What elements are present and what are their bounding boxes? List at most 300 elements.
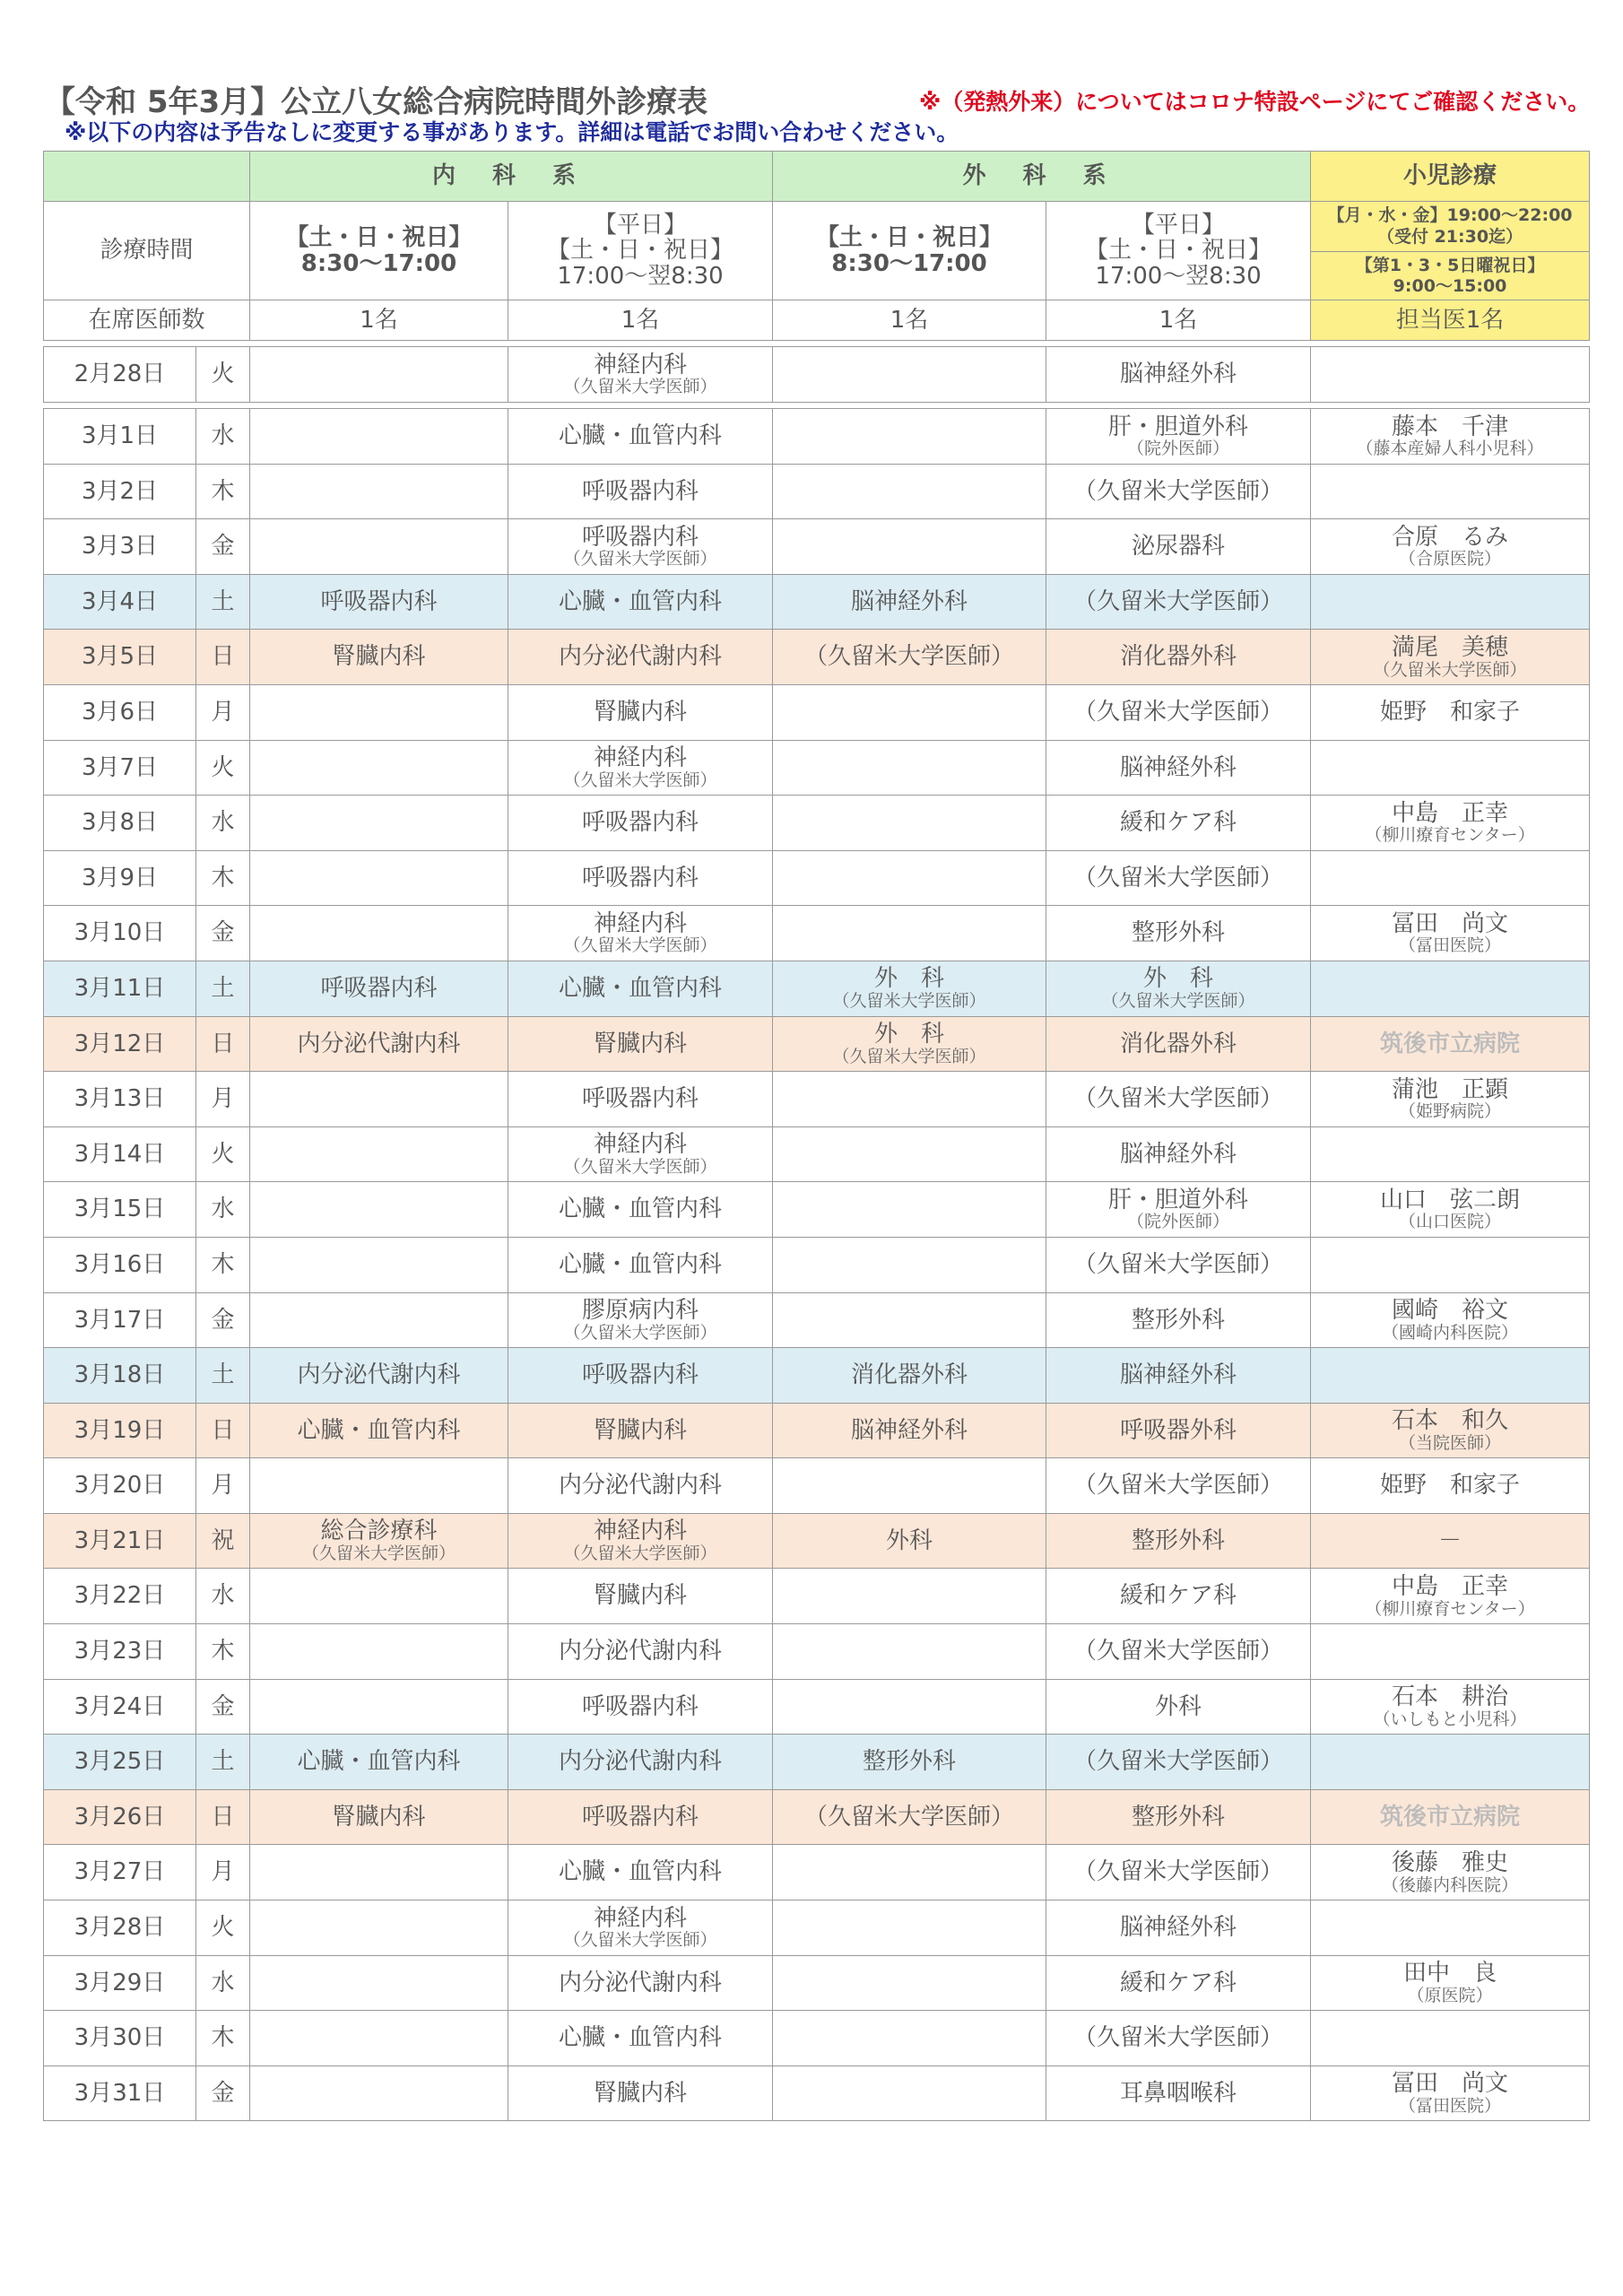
pediatric-cell [1311, 409, 1590, 465]
cell-main-text: 脳神経外科 [1120, 1914, 1237, 1942]
date-cell [44, 630, 196, 685]
cell-main-text: 呼吸器外科 [1120, 1416, 1237, 1444]
cell-main-text: 整形外科 [1132, 1306, 1226, 1334]
cell-main-text: （久留米大学医師） [804, 1803, 1015, 1831]
cell-main-text: 姫野 和家子 [1380, 698, 1521, 726]
naika-weekday-cell [508, 684, 773, 740]
cell-main-text: （久留米大学医師） [1073, 477, 1284, 505]
geka-weekday-cell [1046, 464, 1311, 519]
cell-main-text: 藤本 千津 [1392, 413, 1509, 440]
geka-weekday-cell [1046, 1735, 1311, 1790]
naika-holiday-cell [250, 1292, 508, 1348]
cell-main-text: 神経内科 [594, 1518, 688, 1545]
pediatric-cell [1311, 684, 1590, 740]
naika-weekday-cell [508, 1403, 773, 1458]
pediatric-cell [1311, 1624, 1590, 1680]
dow-text: 金 [211, 1692, 235, 1720]
pediatric-cell [1311, 1237, 1590, 1292]
dow-cell [196, 1900, 250, 1956]
header-spacer [44, 341, 1590, 347]
naika-weekday-cell [508, 1458, 773, 1514]
dow-cell [196, 1735, 250, 1790]
pediatric-cell [1311, 2066, 1590, 2121]
geka-holiday-cell [773, 574, 1046, 630]
geka-holiday-cell [773, 1955, 1046, 2011]
geka-holiday-cell [773, 1403, 1046, 1458]
date-text: 3月19日 [74, 1416, 166, 1444]
dow-text: 木 [211, 864, 235, 891]
cell-sub-text: （久留米大学医師） [563, 1930, 717, 1951]
cell-main-text: 呼吸器内科 [582, 1692, 699, 1720]
geka-holiday-cell [773, 906, 1046, 961]
date-text: 3月20日 [74, 1472, 166, 1500]
naika-holiday-cell [250, 740, 508, 796]
naika-weekday-cell [508, 1679, 773, 1735]
cell-sub-text: （当院医師） [1399, 1432, 1502, 1453]
date-cell [44, 850, 196, 906]
naika-weekday-cell [508, 409, 773, 465]
naika-weekday-cell [508, 1789, 773, 1845]
date-cell [44, 347, 196, 403]
dow-text: 土 [211, 587, 235, 615]
cell-main-text: 整形外科 [1132, 1526, 1226, 1554]
cell-sub-text: （院外医師） [1127, 439, 1230, 459]
pediatric-cell [1311, 464, 1590, 519]
dow-cell [196, 519, 250, 575]
cell-main-text: 緩和ケア科 [1120, 1582, 1237, 1610]
cell-main-text: 筑後市立病院 [1380, 1030, 1521, 1057]
cell-main-text: 姫野 和家子 [1380, 1472, 1521, 1500]
naika-holiday-cell [250, 1237, 508, 1292]
naika-holiday-cell [250, 1845, 508, 1900]
cell-main-text: 膠原病内科 [582, 1297, 699, 1325]
dow-text: 火 [211, 1140, 235, 1168]
schedule-row [44, 1513, 1590, 1569]
cell-main-text: 神経内科 [594, 909, 688, 937]
change-notice: ※以下の内容は予告なしに変更する事があります。詳細は電話でお問い合わせください。 [65, 119, 959, 145]
geka-weekday-cell [1046, 2066, 1311, 2121]
date-text: 3月9日 [81, 864, 159, 891]
cell-main-text: 心臓・血管内科 [559, 974, 723, 1002]
dow-text: 水 [211, 1196, 235, 1223]
cell-main-text: 腎臓内科 [332, 1803, 426, 1831]
naika-weekday-cell [508, 2011, 773, 2066]
cell-main-text: 整形外科 [1132, 1803, 1226, 1831]
naika-weekday-cell [508, 1126, 773, 1182]
cell-sub-text: （山口医院） [1399, 1212, 1502, 1232]
naika-holiday-cell [250, 1624, 508, 1680]
schedule-row [44, 1237, 1590, 1292]
pediatric-cell [1311, 1513, 1590, 1569]
geka-holiday-cell [773, 464, 1046, 519]
schedule-row [44, 1126, 1590, 1182]
page-title: 【令和 5年3月】公立八女総合病院時間外診療表 [45, 84, 708, 120]
date-cell [44, 684, 196, 740]
schedule-row [44, 2066, 1590, 2121]
naika-weekday-cell [508, 961, 773, 1016]
cell-main-text: 心臓・血管内科 [297, 1416, 461, 1444]
naika-holiday-cell [250, 347, 508, 403]
date-cell [44, 1072, 196, 1127]
schedule-row [44, 1072, 1590, 1127]
dow-text: 月 [211, 1472, 235, 1500]
schedule-row [44, 1735, 1590, 1790]
dow-text: 土 [211, 1748, 235, 1776]
geka-holiday-cell [773, 684, 1046, 740]
naika-weekday-cell [508, 1348, 773, 1404]
geka-weekday-cell [1046, 1845, 1311, 1900]
dow-text: 木 [211, 1638, 235, 1665]
date-text: 3月22日 [74, 1582, 166, 1610]
cell-main-text: （久留米大学医師） [1073, 1858, 1284, 1886]
dow-text: 金 [211, 2079, 235, 2107]
cell-main-text: 耳鼻咽喉科 [1120, 2079, 1237, 2107]
schedule-row [44, 1624, 1590, 1680]
geka-weekday-cell [1046, 1624, 1311, 1680]
group-naika: 内 科 系 [250, 152, 773, 202]
schedule-row [44, 850, 1590, 906]
dow-text: 月 [211, 698, 235, 726]
geka-weekday-cell [1046, 1789, 1311, 1845]
cell-main-text: 腎臓内科 [594, 1416, 688, 1444]
schedule-row [44, 906, 1590, 961]
cell-sub-text: （藤本産婦人科小児科） [1356, 439, 1544, 459]
group-geka: 外 科 系 [773, 152, 1311, 202]
cell-main-text: （久留米大学医師） [1073, 587, 1284, 615]
cell-main-text: 内分泌代謝内科 [559, 1472, 723, 1500]
cell-main-text: 肝・胆道外科 [1108, 413, 1249, 440]
cell-sub-text: （合原医院） [1399, 549, 1502, 570]
naika-weekday-cell [508, 906, 773, 961]
cell-main-text: 内分泌代謝内科 [559, 643, 723, 671]
dow-text: 火 [211, 361, 235, 388]
date-text: 3月28日 [74, 1914, 166, 1942]
cell-main-text: 呼吸器内科 [582, 1803, 699, 1831]
cell-main-text: 呼吸器内科 [582, 809, 699, 837]
naika-weekday-cell [508, 1072, 773, 1127]
schedule-row [44, 740, 1590, 796]
cell-main-text: 整形外科 [863, 1748, 957, 1776]
date-cell [44, 1845, 196, 1900]
cell-sub-text: （姫野病院） [1399, 1101, 1502, 1122]
dow-text: 木 [211, 1250, 235, 1278]
dow-cell [196, 906, 250, 961]
date-cell [44, 1513, 196, 1569]
naika-holiday-cell [250, 409, 508, 465]
cell-main-text: 後藤 雅史 [1392, 1848, 1509, 1876]
cell-main-text: 腎臓内科 [332, 643, 426, 671]
date-cell [44, 1679, 196, 1735]
schedule-row [44, 574, 1590, 630]
date-text: 3月10日 [74, 919, 166, 947]
cell-main-text: 心臓・血管内科 [297, 1748, 461, 1776]
cell-main-text: 呼吸器内科 [320, 974, 438, 1002]
cell-sub-text: （院外医師） [1127, 1212, 1230, 1232]
cell-sub-text: （久留米大学医師） [1373, 659, 1527, 680]
spacer-cell [44, 341, 1590, 347]
cell-main-text: 消化器外科 [851, 1361, 968, 1389]
dow-cell [196, 1513, 250, 1569]
dow-cell [196, 464, 250, 519]
cell-main-text: 心臓・血管内科 [559, 1858, 723, 1886]
geka-holiday-cell [773, 961, 1046, 1016]
naika-holiday-cell [250, 1735, 508, 1790]
cell-main-text: 内分泌代謝内科 [559, 1969, 723, 1996]
cell-main-text: 緩和ケア科 [1120, 1969, 1237, 1996]
schedule-row [44, 1292, 1590, 1348]
doctor-count-pediatric: 担当医1名 [1311, 300, 1590, 341]
schedule-row [44, 464, 1590, 519]
cell-main-text: 腎臓内科 [594, 1030, 688, 1057]
geka-holiday-cell [773, 409, 1046, 465]
naika-holiday-cell [250, 1900, 508, 1956]
cell-main-text: 消化器外科 [1120, 643, 1237, 671]
dow-text: 水 [211, 809, 235, 837]
cell-main-text: 脳神経外科 [1120, 1140, 1237, 1168]
cell-main-text: 内分泌代謝内科 [559, 1638, 723, 1665]
pediatric-cell [1311, 1182, 1590, 1238]
schedule-row [44, 1569, 1590, 1624]
date-text: 2月28日 [74, 361, 166, 388]
cell-main-text: （久留米大学医師） [804, 643, 1015, 671]
pediatric-cell [1311, 1569, 1590, 1624]
schedule-row [44, 630, 1590, 685]
geka-weekday-cell [1046, 409, 1311, 465]
date-cell [44, 409, 196, 465]
cell-main-text: 外科 [1155, 1692, 1202, 1720]
date-text: 3月30日 [74, 2024, 166, 2052]
naika-weekday-cell [508, 630, 773, 685]
pediatric-cell [1311, 347, 1590, 403]
dow-cell [196, 1072, 250, 1127]
row-spacer [44, 403, 1590, 409]
dow-cell [196, 1237, 250, 1292]
date-cell [44, 519, 196, 575]
dow-cell [196, 2066, 250, 2121]
geka-holiday-cell [773, 1016, 1046, 1072]
cell-main-text: 消化器外科 [1120, 1030, 1237, 1057]
cell-main-text: 心臓・血管内科 [559, 422, 723, 449]
cell-main-text: 呼吸器内科 [582, 864, 699, 891]
naika-holiday-cell [250, 1403, 508, 1458]
cell-main-text: 神経内科 [594, 351, 688, 378]
geka-weekday-cell [1046, 1569, 1311, 1624]
geka-weekday-cell [1046, 1237, 1311, 1292]
geka-weekday-cell [1046, 1072, 1311, 1127]
naika-weekday-cell [508, 519, 773, 575]
naika-holiday-cell [250, 2066, 508, 2121]
dow-text: 水 [211, 422, 235, 449]
naika-weekday-cell [508, 1900, 773, 1956]
date-text: 3月21日 [74, 1526, 166, 1554]
geka-holiday-cell [773, 519, 1046, 575]
naika-holiday-cell [250, 1126, 508, 1182]
naika-weekday-cell [508, 1182, 773, 1238]
naika-holiday-cell [250, 2011, 508, 2066]
naika-weekday-cell [508, 1955, 773, 2011]
pediatric-cell [1311, 1900, 1590, 1956]
date-cell [44, 1016, 196, 1072]
naika-holiday-cell [250, 1016, 508, 1072]
cell-sub-text: （久留米大学医師） [563, 1544, 717, 1564]
date-cell [44, 574, 196, 630]
pediatric-cell [1311, 1735, 1590, 1790]
pediatric-cell [1311, 1072, 1590, 1127]
cell-sub-text: （柳川療育センター） [1365, 1598, 1535, 1619]
dow-text: 木 [211, 2024, 235, 2052]
geka-holiday-cell [773, 1126, 1046, 1182]
cell-main-text: 脳神経外科 [851, 1416, 968, 1444]
cell-main-text: 神経内科 [594, 744, 688, 772]
date-text: 3月5日 [81, 643, 159, 671]
date-text: 3月6日 [81, 698, 159, 726]
pediatric-cell [1311, 519, 1590, 575]
pediatric-cell [1311, 574, 1590, 630]
cell-main-text: 石本 耕治 [1392, 1683, 1509, 1711]
cell-main-text: 筑後市立病院 [1380, 1803, 1521, 1831]
dow-cell [196, 1016, 250, 1072]
cell-main-text: 呼吸器内科 [582, 523, 699, 551]
doctor-count: 1名 [773, 300, 1046, 341]
geka-weekday-cell [1046, 961, 1311, 1016]
pediatric-cell [1311, 1679, 1590, 1735]
geka-weekday-cell [1046, 1955, 1311, 2011]
doctor-count: 1名 [250, 300, 508, 341]
cell-main-text: 整形外科 [1132, 919, 1226, 947]
naika-weekday-cell [508, 1513, 773, 1569]
date-cell [44, 1237, 196, 1292]
geka-holiday-cell [773, 1569, 1046, 1624]
cell-main-text: 外 科 [874, 965, 945, 993]
naika-weekday-cell [508, 1735, 773, 1790]
geka-holiday-hours: 【土・日・祝日】 8:30～17:00 [773, 202, 1046, 300]
group-header-row [44, 152, 1590, 202]
geka-holiday-cell [773, 1900, 1046, 1956]
cell-sub-text: （いしもと小児科） [1373, 1709, 1527, 1729]
geka-holiday-cell [773, 1789, 1046, 1845]
spacer-cell [44, 403, 1590, 409]
cell-main-text: 冨田 尚文 [1392, 2070, 1509, 2098]
cell-sub-text: （原医院） [1407, 1985, 1493, 2005]
time-header-row [44, 202, 1590, 300]
pediatric-cell [1311, 1403, 1590, 1458]
cell-sub-text: （久留米大学医師） [563, 1322, 717, 1343]
geka-holiday-cell [773, 850, 1046, 906]
naika-weekday-cell [508, 1237, 773, 1292]
fever-clinic-notice: ※（発熱外来）についてはコロナ特設ページにてご確認ください。 [919, 89, 1591, 115]
dow-cell [196, 684, 250, 740]
cell-sub-text: （久留米大学医師） [301, 1544, 456, 1564]
cell-main-text: （久留米大学医師） [1073, 864, 1284, 891]
geka-weekday-cell [1046, 1348, 1311, 1404]
schedule-row [44, 1348, 1590, 1404]
geka-holiday-cell [773, 1348, 1046, 1404]
date-text: 3月8日 [81, 809, 159, 837]
cell-sub-text: （國崎内科医院） [1382, 1322, 1519, 1343]
geka-weekday-cell [1046, 1513, 1311, 1569]
schedule-row [44, 347, 1590, 403]
doctor-count: 1名 [1046, 300, 1311, 341]
dow-cell [196, 1789, 250, 1845]
naika-holiday-cell [250, 1182, 508, 1238]
schedule-row [44, 2011, 1590, 2066]
doctor-count: 1名 [508, 300, 773, 341]
schedule-row [44, 1403, 1590, 1458]
dow-text: 水 [211, 1969, 235, 1996]
cell-main-text: （久留米大学医師） [1073, 1085, 1284, 1113]
dow-cell [196, 347, 250, 403]
naika-weekday-cell [508, 2066, 773, 2121]
cell-main-text: （久留米大学医師） [1073, 698, 1284, 726]
dow-cell [196, 1458, 250, 1514]
date-cell [44, 1403, 196, 1458]
cell-main-text: 呼吸器内科 [582, 1085, 699, 1113]
dow-cell [196, 1845, 250, 1900]
cell-sub-text: （久留米大学医師） [1101, 991, 1255, 1012]
dow-cell [196, 630, 250, 685]
geka-weekday-cell [1046, 1292, 1311, 1348]
naika-weekday-cell [508, 1845, 773, 1900]
date-text: 3月4日 [81, 587, 159, 615]
geka-weekday-cell [1046, 684, 1311, 740]
cell-main-text: （久留米大学医師） [1073, 1250, 1284, 1278]
dow-cell [196, 796, 250, 851]
cell-main-text: 外科 [886, 1526, 933, 1554]
date-cell [44, 1624, 196, 1680]
pediatric-cell [1311, 850, 1590, 906]
dow-cell [196, 409, 250, 465]
geka-weekday-cell [1046, 519, 1311, 575]
naika-weekday-cell [508, 1292, 773, 1348]
cell-main-text: 中島 正幸 [1392, 1573, 1509, 1601]
naika-holiday-cell [250, 1072, 508, 1127]
geka-holiday-cell [773, 796, 1046, 851]
cell-main-text: 石本 和久 [1392, 1407, 1509, 1435]
date-cell [44, 2011, 196, 2066]
naika-holiday-cell [250, 850, 508, 906]
pediatric-cell [1311, 906, 1590, 961]
date-cell [44, 1348, 196, 1404]
cell-main-text: 田中 良 [1403, 1960, 1497, 1987]
cell-main-text: 総合診療科 [320, 1518, 438, 1545]
dow-cell [196, 1292, 250, 1348]
cell-main-text: 心臓・血管内科 [559, 1196, 723, 1223]
cell-main-text: － [1438, 1526, 1462, 1554]
dow-text: 祝 [211, 1526, 235, 1554]
dow-text: 木 [211, 477, 235, 505]
pediatric-cell [1311, 1789, 1590, 1845]
date-text: 3月12日 [74, 1030, 166, 1057]
schedule-row [44, 1845, 1590, 1900]
cell-main-text: 呼吸器内科 [582, 1361, 699, 1389]
pediatric-cell [1311, 1292, 1590, 1348]
date-cell [44, 464, 196, 519]
naika-weekday-hours: 【平日】 【土・日・祝日】 17:00～翌8:30 [508, 202, 773, 300]
date-text: 3月15日 [74, 1196, 166, 1223]
geka-weekday-cell [1046, 1126, 1311, 1182]
naika-holiday-cell [250, 961, 508, 1016]
naika-weekday-cell [508, 1016, 773, 1072]
label-doctors: 在席医師数 [44, 300, 250, 341]
cell-sub-text: （柳川療育センター） [1365, 825, 1535, 846]
cell-main-text: 神経内科 [594, 1904, 688, 1932]
cell-main-text: 國崎 裕文 [1392, 1297, 1509, 1325]
date-text: 3月13日 [74, 1085, 166, 1113]
dow-cell [196, 740, 250, 796]
cell-main-text: 内分泌代謝内科 [559, 1748, 723, 1776]
dow-cell [196, 574, 250, 630]
date-cell [44, 796, 196, 851]
